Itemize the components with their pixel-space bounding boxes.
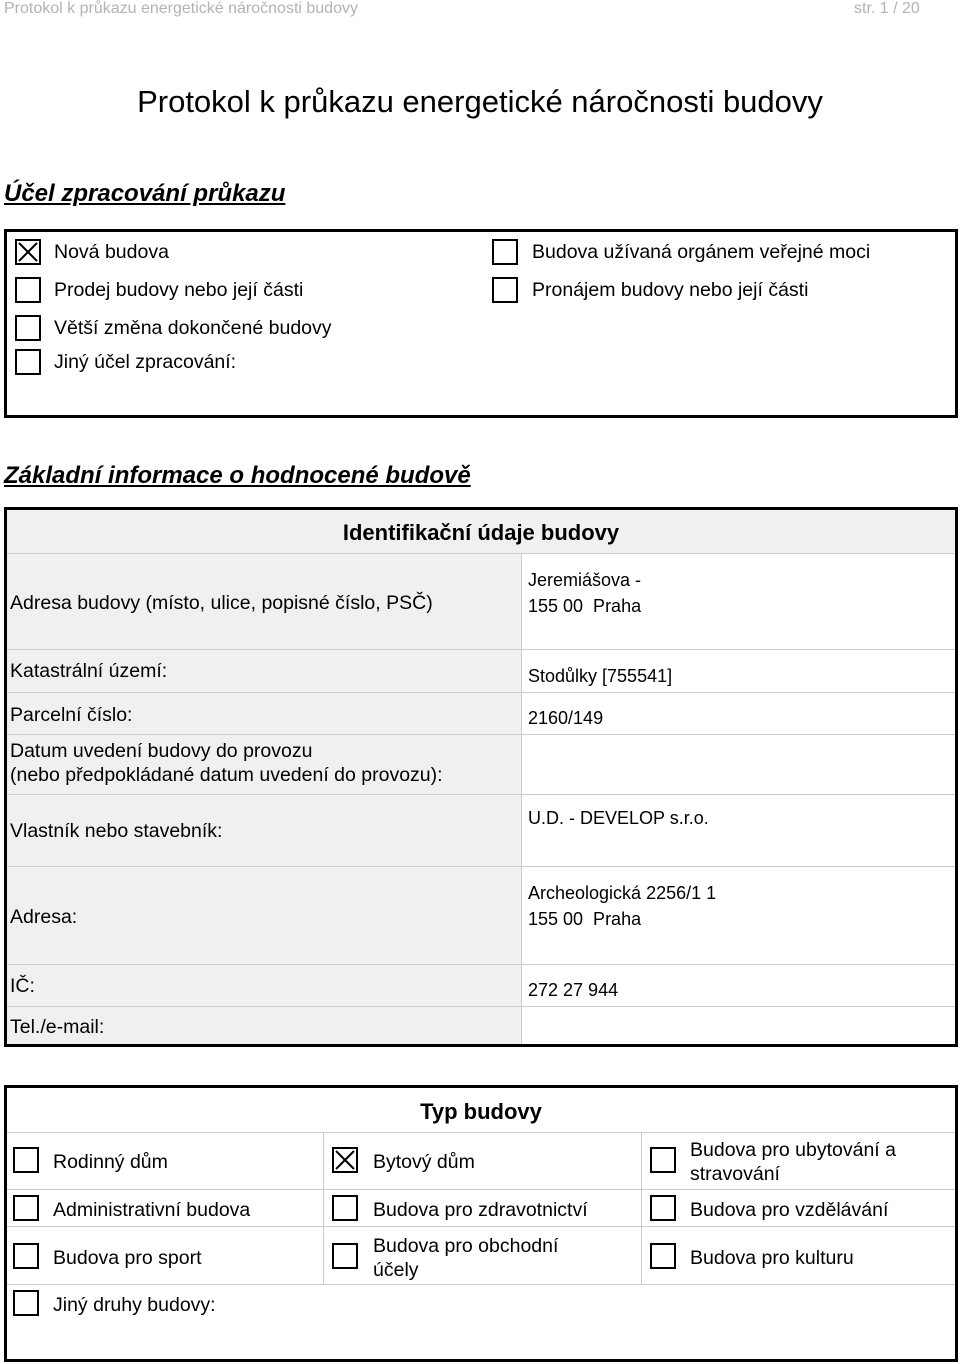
date-label-line1: Datum uvedení budovy do provozu: [10, 740, 313, 762]
purpose-label-other: Jiný účel zpracování:: [54, 351, 237, 373]
type-checkbox-sport[interactable]: [13, 1243, 39, 1269]
row-divider: [7, 964, 955, 965]
purpose-checkbox-rent[interactable]: [492, 277, 518, 303]
type-checkbox-family-house[interactable]: [13, 1147, 39, 1173]
col-divider: [641, 1132, 642, 1284]
label-column: [7, 554, 522, 1044]
owner-value: U.D. - DEVELOP s.r.o.: [528, 808, 709, 828]
type-label-healthcare: Budova pro zdravotnictví: [373, 1199, 588, 1221]
row-divider: [7, 866, 955, 867]
type-checkbox-administrative[interactable]: [13, 1195, 39, 1221]
owner-label: Vlastník nebo stavebník:: [10, 820, 223, 842]
type-label-accommodation-line2: stravování: [690, 1163, 780, 1185]
row-divider: [7, 1006, 955, 1007]
type-checkbox-education[interactable]: [650, 1195, 676, 1221]
type-checkbox-apartment-building[interactable]: [332, 1147, 358, 1173]
basic-info-heading: Základní informace o hodnocené budově: [4, 462, 471, 489]
type-label-commercial-line1: Budova pro obchodní: [373, 1235, 559, 1257]
type-label-apartment-building: Bytový dům: [373, 1151, 475, 1173]
purpose-label-new-building: Nová budova: [54, 241, 169, 263]
running-header-title: Protokol k průkazu energetické náročnosti budovy: [4, 0, 358, 17]
building-type-table: [4, 1085, 958, 1362]
cadastral-label: Katastrální území:: [10, 660, 168, 682]
building-type-heading: Typ budovy: [420, 1099, 542, 1124]
purpose-checkbox-public-authority[interactable]: [492, 239, 518, 265]
ic-value: 272 27 944: [528, 980, 619, 1000]
row-divider: [7, 649, 955, 650]
type-label-administrative: Administrativní budova: [53, 1199, 251, 1221]
identification-table: [4, 507, 958, 1047]
running-header-page: str. 1 / 20: [854, 0, 920, 17]
type-label-culture: Budova pro kulturu: [690, 1247, 854, 1269]
owner-address-line2: 155 00 Praha: [528, 909, 642, 929]
purpose-label-sale: Prodej budovy nebo její části: [54, 279, 304, 301]
purpose-checkbox-other[interactable]: [15, 349, 41, 375]
type-label-sport: Budova pro sport: [53, 1247, 202, 1269]
check-cross-icon: [17, 241, 39, 263]
address-line2: 155 00 Praha: [528, 596, 642, 616]
owner-address-line1: Archeologická 2256/1 1: [528, 883, 717, 903]
identification-table-title: Identifikační údaje budovy: [342, 520, 620, 545]
purpose-label-public-authority: Budova užívaná orgánem veřejné moci: [532, 241, 871, 263]
date-label-line2: (nebo předpokládané datum uvedení do provozu):: [10, 764, 443, 786]
type-checkbox-commercial[interactable]: [332, 1243, 358, 1269]
address-line1: Jeremiášova -: [528, 570, 642, 590]
type-label-accommodation-line1: Budova pro ubytování a: [690, 1139, 896, 1161]
document-title: Protokol k průkazu energetické náročnosti budovy: [137, 84, 823, 119]
purpose-heading: Účel zpracování průkazu: [4, 180, 286, 207]
address-label: Adresa budovy (místo, ulice, popisné číslo, PSČ): [10, 592, 433, 614]
purpose-checkbox-new-building[interactable]: [15, 239, 41, 265]
type-checkbox-other[interactable]: [13, 1290, 39, 1316]
purpose-checkbox-sale[interactable]: [15, 277, 41, 303]
type-label-family-house: Rodinný dům: [53, 1151, 168, 1173]
tel-label: Tel./e-mail:: [10, 1016, 105, 1038]
type-checkbox-accommodation[interactable]: [650, 1147, 676, 1173]
check-cross-icon: [334, 1149, 356, 1171]
row-divider: [7, 794, 955, 795]
owner-address-label: Adresa:: [10, 906, 78, 928]
purpose-box: [4, 229, 958, 418]
row-divider: [7, 734, 955, 735]
row-divider: [7, 1284, 955, 1285]
type-label-commercial-line2: účely: [373, 1259, 419, 1281]
row-divider: [7, 1189, 955, 1190]
type-checkbox-healthcare[interactable]: [332, 1195, 358, 1221]
cadastral-value: Stodůlky [755541]: [528, 666, 673, 686]
type-label-other: Jiný druhy budovy:: [53, 1294, 216, 1316]
type-checkbox-culture[interactable]: [650, 1243, 676, 1269]
purpose-checkbox-major-change[interactable]: [15, 315, 41, 341]
row-divider: [7, 1226, 955, 1227]
row-divider: [7, 1132, 955, 1133]
type-label-education: Budova pro vzdělávání: [690, 1199, 889, 1221]
col-divider: [323, 1132, 324, 1284]
purpose-label-rent: Pronájem budovy nebo její části: [532, 279, 809, 301]
parcel-label: Parcelní číslo:: [10, 704, 133, 726]
ic-label: IČ:: [10, 975, 35, 997]
row-divider: [7, 692, 955, 693]
purpose-label-major-change: Větší změna dokončené budovy: [54, 317, 332, 339]
parcel-value: 2160/149: [528, 708, 604, 728]
